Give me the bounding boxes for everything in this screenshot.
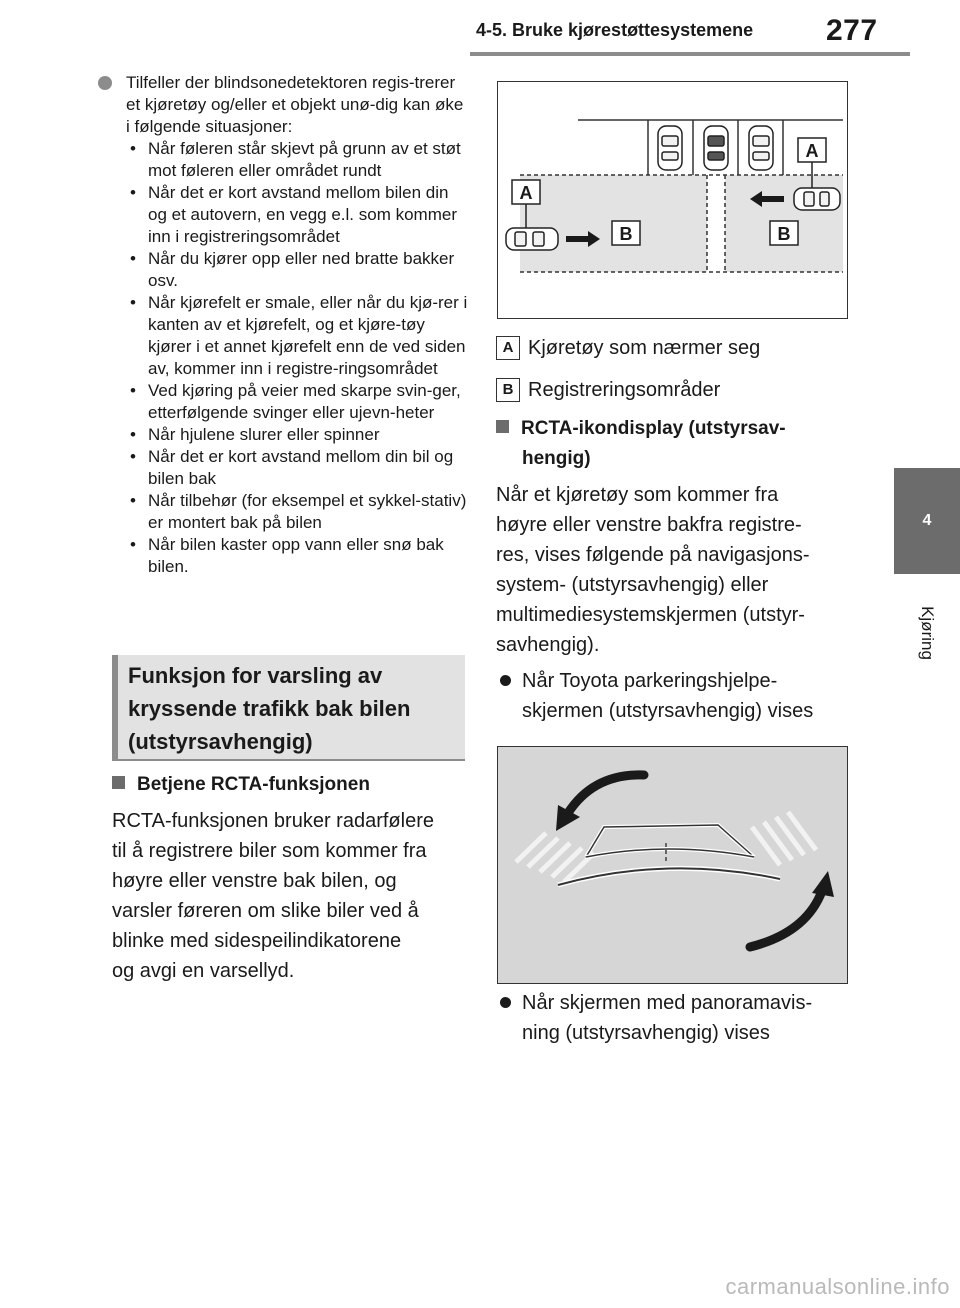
list-item: • Når det er kort avstand mellom din bil og bilen bak [126, 446, 468, 490]
body-line: varsler føreren om slike biler ved å [112, 900, 419, 922]
header-rule [470, 52, 910, 56]
curved-arrow-left-icon [556, 775, 644, 831]
section-heading-line: kryssende trafikk bak bilen [128, 696, 411, 721]
label-b: B [777, 224, 791, 244]
legend-text: Kjøretøy som nærmer seg [528, 337, 761, 359]
bullet-dot-icon [500, 997, 511, 1008]
intro-section [96, 72, 468, 578]
legend-item-a [496, 334, 760, 362]
body-line: res, vises følgende på navigasjons- [496, 544, 810, 566]
legend-text: Registreringsområder [528, 379, 721, 401]
approaching-car-icon [506, 228, 558, 250]
parked-car-icon [704, 126, 728, 170]
section-header-title: 4-5. Bruke kjørestøttesystemene [476, 20, 754, 40]
parked-car-icon [658, 126, 682, 170]
intro-text: Tilfeller der blindsonedetektoren regis-trerer et kjøretøy og/eller et objekt unø-dig kan øke i følgende situasjoner: [126, 73, 464, 136]
body-line: høyre eller venstre bak bilen, og [112, 870, 397, 892]
bullet-line: Når Toyota parkeringshjelpe- [522, 670, 778, 692]
bullet-item [496, 988, 882, 1048]
chapter-number: 4 [922, 512, 932, 529]
section-heading-line: Funksjon for varsling av [128, 663, 383, 688]
label-b-box [612, 221, 640, 245]
body-line: savhengig). [496, 634, 600, 656]
subsection-body [496, 480, 856, 660]
legend-key: A [496, 336, 520, 360]
bullet-line: ning (utstyrsavhengig) vises [522, 1022, 770, 1044]
square-bullet-icon [496, 420, 509, 433]
intro-item [96, 72, 468, 578]
chapter-label-text: Kjøring [917, 606, 937, 660]
label-b-box [770, 221, 798, 245]
warning-stripes-right [752, 812, 816, 865]
body-line: system- (utstyrsavhengig) eller [496, 574, 769, 596]
watermark: carmanualsonline.info [725, 1274, 950, 1299]
subsection-heading [496, 414, 856, 474]
body-line: høyre eller venstre bakfra registre- [496, 514, 802, 536]
bullet-line: skjermen (utstyrsavhengig) vises [522, 700, 814, 722]
parking-assist-screen-diagram [497, 746, 848, 984]
curved-arrow-right-icon [750, 871, 834, 947]
body-line: Når et kjøretøy som kommer fra [496, 484, 779, 506]
approaching-car-icon [794, 188, 840, 210]
bullet-item [496, 666, 882, 726]
list-item: • Ved kjøring på veier med skarpe svin-ger, etterfølgende svinger eller ujevn-heter [126, 380, 468, 424]
chapter-tab-label [894, 578, 960, 688]
parked-car-icon [749, 126, 773, 170]
list-item: • Når du kjører opp eller ned bratte bakker osv. [126, 248, 468, 292]
warning-stripes-left [516, 833, 594, 882]
subsection-body [112, 806, 472, 986]
camera-view-illustration [498, 747, 846, 982]
legend-key: B [496, 378, 520, 402]
list-item: • Når tilbehør (for eksempel et sykkel-stativ) er montert bak på bilen [126, 490, 468, 534]
square-bullet-icon [112, 776, 125, 789]
label-b: B [619, 224, 633, 244]
parking-lot-illustration [498, 82, 846, 317]
list-item: • Når føleren står skjevt på grunn av et støt mot føleren eller området rundt [126, 138, 468, 182]
list-item: • Når bilen kaster opp vann eller snø bak bilen. [126, 534, 468, 578]
label-a: A [805, 141, 819, 161]
page-number: 277 [826, 14, 878, 47]
list-item: • Når hjulene slurer eller spinner [126, 424, 468, 446]
chapter-tab-number [894, 468, 960, 574]
section-heading-box [112, 655, 465, 761]
subsection-heading [112, 770, 472, 800]
list-item: • Når kjørefelt er smale, eller når du kjø-rer i kanten av et kjørefelt, og et kjøre-tøy kjører i et annet kjørefelt enn de ved siden av, kommer inn i registre-ringsområdet [126, 292, 468, 380]
body-line: blinke med sidespeilindikatorene [112, 930, 402, 952]
legend-item-b [496, 376, 720, 404]
bullet-dot-icon [98, 76, 112, 90]
subsection-title-line: hengig) [522, 448, 591, 469]
subsection-title: Betjene RCTA-funksjonen [137, 774, 370, 795]
section-heading-line: (utstyrsavhengig) [128, 729, 313, 754]
bullet-line: Når skjermen med panoramavis- [522, 992, 813, 1014]
subsection-title-line: RCTA-ikondisplay (utstyrsav- [521, 418, 786, 439]
body-line: til å registrere biler som kommer fra [112, 840, 427, 862]
list-item: • Når det er kort avstand mellom bilen din og et autovern, en vegg e.l. som kommer inn i registreringsområdet [126, 182, 468, 248]
bullet-dot-icon [500, 675, 511, 686]
rcta-detection-diagram [497, 81, 848, 319]
body-line: og avgi en varsellyd. [112, 960, 295, 982]
body-line: multimediesystemskjermen (utstyr- [496, 604, 805, 626]
condition-list [126, 138, 468, 578]
body-line: RCTA-funksjonen bruker radarfølere [112, 810, 434, 832]
label-a: A [519, 183, 533, 203]
